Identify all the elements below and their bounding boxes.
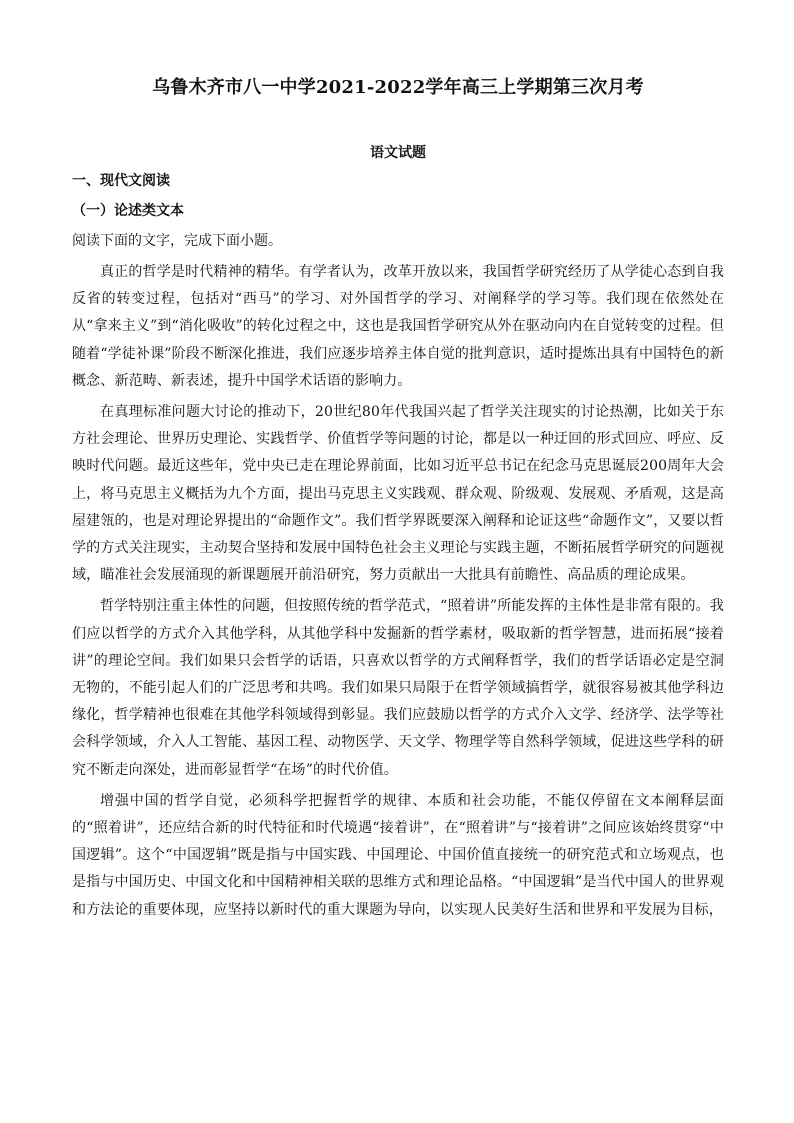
section-heading: 一、现代文阅读: [72, 173, 170, 189]
subsection-heading: （一）论述类文本: [72, 203, 184, 219]
subject-title: 语文试题: [370, 145, 426, 161]
paragraph-1: 真正的哲学是时代精神的精华。有学者认为，改革开放以来，我国哲学研究经历了从学徒心态到自我反省的转变过程，包括对“西马”的学习、对外国哲学的学习、对阐释学的学习等。我们现在依然处在从“拿来主义”到“消化吸收”的转化过程之中，这也是我国哲学研究从外在驱动向内在自觉转变的过程。但随着“学徒补课”阶段不断深化推进，我们应逐步培养主体自觉的批判意识，适时提炼出具有中国特色的新概念、新范畴、新表述，提升中国学术话语的影响力。: [72, 264, 724, 389]
paragraph-4: 增强中国的哲学自觉，必须科学把握哲学的规律、本质和社会功能，不能仅停留在文本阐释层面的“照着讲”，还应结合新的时代特征和时代境遇“接着讲”，在“照着讲”与“接着讲”之间应该始终贯穿“中国逻辑”。这个“中国逻辑”既是指与中国实践、中国理论、中国价值直接统一的研究范式和立场观点，也是指与中国历史、中国文化和中国精神相关联的思维方式和理论品格。“中国逻辑”是当代中国人的世界观和方法论的重要体现，应坚持以新时代的重大课题为导向，以实现人民美好生活和世界和平发展为目标，: [72, 792, 724, 918]
exam-title: 乌鲁木齐市八一中学2021-2022学年高三上学期第三次月考: [152, 77, 644, 98]
reading-instruction: 阅读下面的文字，完成下面小题。: [72, 233, 282, 249]
paragraph-2: 在真理标准问题大讨论的推动下，20世纪80年代我国兴起了哲学关注现实的讨论热潮，比如关于东方社会理论、世界历史理论、实践哲学、价值哲学等问题的讨论，都是以一种迂回的形式回应、呼应、反映时代问题。最近这些年，党中央已走在理论界前面，比如习近平总书记在纪念马克思诞辰200周年大会上，将马克思主义概括为九个方面，提出马克思主义实践观、群众观、阶级观、发展观、矛盾观，这是高屋建瓴的，也是对理论界提出的“命题作文”。我们哲学界既要深入阐释和论证这些“命题作文”，又要以哲学的方式关注现实，主动契合坚持和发展中国特色社会主义理论与实践主题，不断拓展哲学研究的问题视域，瞄准社会发展涌现的新课题展开前沿研究，努力贡献出一大批具有前瞻性、高品质的理论成果。: [72, 404, 724, 584]
paragraph-3: 哲学特别注重主体性的问题，但按照传统的哲学范式，“照着讲”所能发挥的主体性是非常有限的。我们应以哲学的方式介入其他学科，从其他学科中发掘新的哲学素材，吸取新的哲学智慧，进而拓展“接着讲”的理论空间。我们如果只会哲学的话语，只喜欢以哲学的方式阐释哲学，我们的哲学话语必定是空洞无物的，不能引起人们的广泛思考和共鸣。我们如果只局限于在哲学领域搞哲学，就很容易被其他学科边缘化，哲学精神也很难在其他学科领域得到彰显。我们应鼓励以哲学的方式介入文学、经济学、法学等社会科学领域，介入人工智能、基因工程、动物医学、天文学、物理学等自然科学领域，促进这些学科的研究不断走向深处，进而彰显哲学“在场”的时代价值。: [72, 598, 724, 778]
